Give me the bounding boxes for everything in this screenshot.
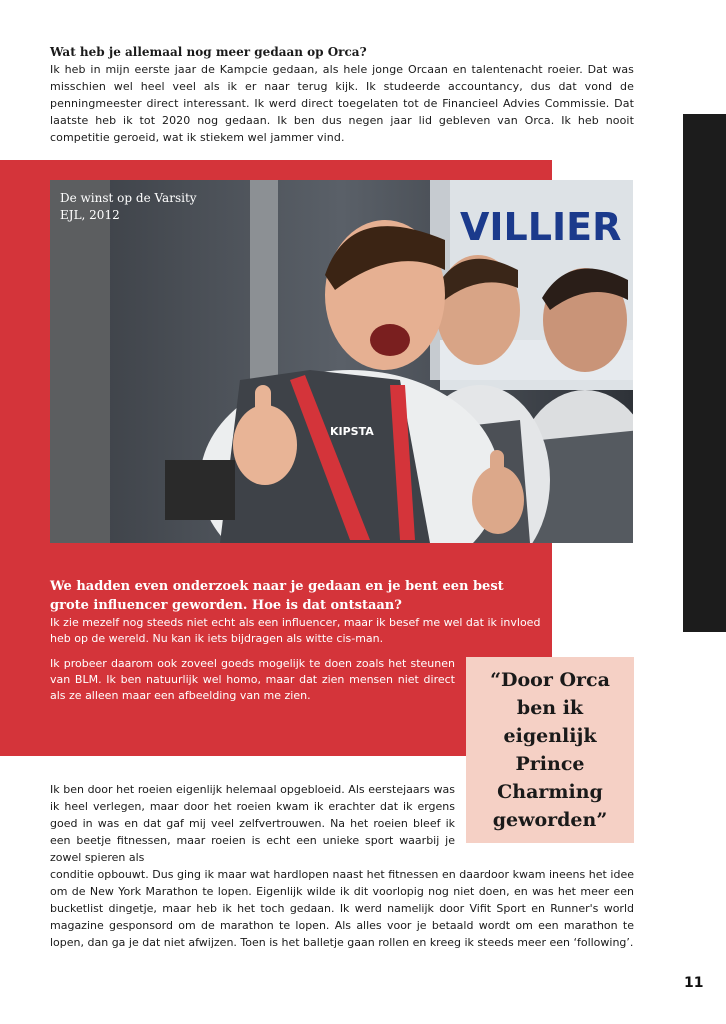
pull-quote: “Door Orca ben ik eigenlijk Prince Charming geworden” (490, 669, 610, 831)
section-3-answer-1: Ik ben door het roeien eigenlijk helemaal opgebloeid. Als eerstejaars was ik heel verlegen, maar door het roeien kwam ik erachter dat ik ergens goed in was en dat gaf mij veel zelfvertrouwen. Na het roeien bleef ik een beetje fitnessen, maar roeien is echt een unieke sport waarbij je zowel spieren als (50, 783, 455, 864)
section-2-question: We hadden even onderzoek naar je gedaan en je bent een best grote influencer geworden. Hoe is dat ontstaan? (50, 579, 504, 613)
caption-line-1: De winst op de Varsity (60, 191, 197, 205)
svg-text:KIPSTA: KIPSTA (330, 425, 374, 438)
page-number: 11 (684, 975, 704, 991)
svg-text:VILLIER: VILLIER (460, 205, 622, 249)
pull-quote-box (466, 657, 634, 843)
caption-line-2: EJL, 2012 (60, 208, 120, 222)
section-2-answer-1: Ik zie mezelf nog steeds niet echt als een influencer, maar ik besef me wel dat ik invloed heb op de wereld. Nu kan ik iets bijdragen als witte cis-man. (50, 616, 541, 645)
photo-illustration (50, 180, 633, 543)
rowing-team-photo (50, 180, 633, 543)
section-3-answer-2: conditie opbouwt. Dus ging ik maar wat hardlopen naast het fitnessen en daardoor kwam ineens het idee om de New York Marathon te lopen. Eigenlijk wilde ik dit voorlopig nog niet doen, en was het meer een bucketlist dingetje, maar heb ik het toch gedaan. Ik werd namelijk door Vifit Sport en Runner's world magazine gesponsord om de marathon te lopen. Als alles voor je betaald wordt om een marathon te lopen, dan ga je dat niet afwijzen. Toen is het balletje gaan rollen en kreeg ik steeds meer een ‘following’. (50, 868, 634, 949)
section-1-question: Wat heb je allemaal nog meer gedaan op Orca? (50, 45, 367, 59)
section-2-answer-2: Ik probeer daarom ook zoveel goeds mogelijk te doen zoals het steunen van BLM. Ik ben natuurlijk wel homo, maar dat zien mensen niet direct als ze alleen maar een afbeelding van me zien. (50, 657, 455, 702)
side-bar (683, 114, 726, 632)
photo-caption (60, 190, 197, 224)
section-1-answer: Ik heb in mijn eerste jaar de Kampcie gedaan, als hele jonge Orcaan en talentenacht roeier. Dat was misschien wel heel veel als ik er naar terug kijk. Ik studeerde accountancy, dus dat vond de penningmeester direct interessant. Ik werd direct toegelaten tot de Financieel Advies Commissie. Dat laatste heb ik tot 2020 nog gedaan. Ik ben dus negen jaar lid gebleven van Orca. Ik heb nooit competitie geroeid, wat ik stiekem wel jammer vind. (50, 63, 634, 144)
